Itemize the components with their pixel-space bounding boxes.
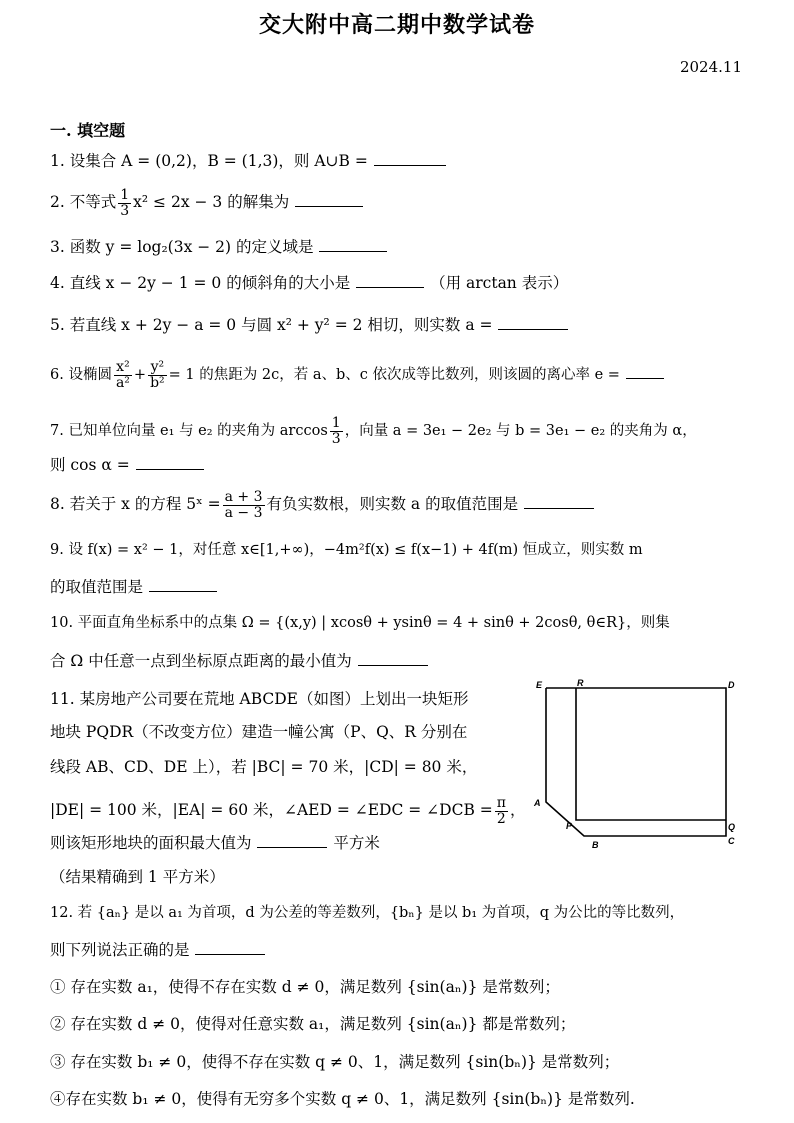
label-c: C [728, 836, 735, 846]
option-4: ④存在实数 b₁ ≠ 0，使得有无穷多个实数 q ≠ 0、1，满足数列 {sin(bₙ)} 是常数列. [50, 1090, 635, 1108]
question-7-line-2 [50, 458, 205, 474]
fraction-numerator: 1 [120, 187, 130, 203]
question-number: 7. [50, 423, 64, 440]
question-8 [50, 490, 595, 520]
question-number: 9. [50, 542, 64, 558]
question-number: 2. [50, 193, 65, 212]
question-number: 1. [50, 152, 65, 170]
label-q: Q [728, 822, 736, 832]
answer-blank[interactable] [626, 377, 664, 379]
fraction-denominator: a² [115, 374, 130, 391]
label-e: E [536, 680, 543, 690]
fraction-denominator: 2 [496, 810, 506, 827]
question-text: 若关于 x 的方程 5ˣ = [69, 495, 221, 514]
question-9-line-2 [50, 580, 218, 596]
answer-blank[interactable] [319, 250, 387, 252]
question-text: 的取值范围是 [50, 578, 144, 596]
question-text: 则 cos α = [50, 456, 130, 474]
answer-blank[interactable] [295, 205, 363, 207]
fraction [118, 188, 131, 218]
question-text: 则下列说法正确的是 [50, 941, 190, 959]
question-4 [50, 276, 568, 292]
answer-blank[interactable] [195, 953, 265, 955]
fraction-denominator: 3 [331, 430, 341, 447]
question-11-line-5 [50, 836, 380, 852]
question-number: 8. [50, 495, 65, 514]
fraction-numerator: a + 3 [224, 489, 263, 505]
question-2 [50, 188, 364, 218]
question-text: |DE| = 100 米，|EA| = 60 米，∠AED = ∠EDC = ∠DCB = [50, 801, 493, 820]
figure-rectangle [576, 688, 726, 820]
question-text: 直线 x − 2y − 1 = 0 的倾斜角的大小是 [69, 274, 351, 292]
question-number: 3. [50, 238, 65, 256]
answer-blank[interactable] [358, 664, 428, 666]
label-d: D [728, 680, 735, 690]
question-number: 10. [50, 615, 74, 631]
answer-blank[interactable] [136, 468, 204, 470]
section-heading: 一. 填空题 [50, 121, 126, 140]
question-text: 设 f(x) = x² − 1，对任意 x∈[1,+∞)，−4m²f(x) ≤ f(x−1) + 4f(m) 恒成立，则实数 m [68, 542, 643, 558]
exam-date: 2024.11 [679, 58, 742, 76]
question-11-line-2 [50, 725, 467, 741]
question-text: 函数 y = log₂(3x − 2) 的定义域是 [69, 238, 314, 256]
fraction-numerator: y² [148, 360, 167, 376]
question-11-line-4 [50, 796, 525, 826]
question-text: 合 Ω 中任意一点到坐标原点距离的最小值为 [50, 652, 352, 670]
question-note: （用 arctan 表示） [430, 274, 569, 292]
question-11 [50, 692, 469, 708]
figure-outline [546, 688, 726, 836]
question-text: 设集合 A = (0,2)，B = (1,3)，则 A∪B = [69, 152, 368, 170]
label-b: B [592, 840, 599, 850]
question-6 [50, 360, 665, 390]
question-text: 某房地产公司要在荒地 ABCDE（如图）上划出一块矩形 [79, 690, 469, 708]
answer-blank[interactable] [356, 286, 424, 288]
question-text: ， [509, 801, 526, 820]
question-5 [50, 318, 569, 334]
fraction [223, 490, 265, 520]
question-12-line-2 [50, 943, 266, 959]
question-text: x² ≤ 2x − 3 的解集为 [133, 193, 290, 212]
question-7 [50, 416, 697, 446]
question-text: 设椭圆 [68, 367, 112, 384]
plus-sign: + [133, 367, 147, 384]
fraction [114, 360, 132, 390]
question-text: 平面直角坐标系中的点集 Ω = {(x,y) | xcosθ + ysinθ = 4 + sinθ + 2cosθ, θ∈R}，则集 [77, 615, 670, 631]
fraction-numerator: 1 [331, 415, 341, 431]
question-11-line-3 [50, 760, 477, 776]
question-text: 已知单位向量 e₁ 与 e₂ 的夹角为 arccos [68, 423, 328, 440]
question-text: 线段 AB、CD、DE 上），若 |BC| = 70 米，|CD| = 80 米， [50, 758, 478, 776]
fraction-denominator: 3 [120, 202, 130, 219]
option-3: ③ 存在实数 b₁ ≠ 0，使得不存在实数 q ≠ 0、1，满足数列 {sin(bₙ)} 是常数列； [50, 1053, 620, 1071]
question-number: 5. [50, 316, 65, 334]
option-2: ② 存在实数 d ≠ 0，使得对任意实数 a₁，满足数列 {sin(aₙ)} 都是常数列； [50, 1015, 576, 1033]
land-plot-figure [528, 676, 748, 852]
question-number: 6. [50, 367, 64, 384]
fraction [330, 416, 343, 446]
question-11-line-6 [50, 870, 225, 886]
fraction-numerator: π [496, 795, 506, 811]
question-number: 12. [50, 905, 74, 921]
question-number: 11. [50, 690, 75, 708]
question-text: 若直线 x + 2y − a = 0 与圆 x² + y² = 2 相切，则实数 a = [69, 316, 493, 334]
question-10 [50, 616, 670, 631]
fraction-denominator: a − 3 [224, 504, 263, 521]
question-1 [50, 154, 447, 170]
label-a: A [534, 798, 541, 808]
question-text: ，向量 a = 3e₁ − 2e₂ 与 b = 3e₁ − e₂ 的夹角为 α， [344, 423, 697, 440]
question-10-line-2 [50, 654, 429, 670]
question-number: 4. [50, 274, 65, 292]
answer-blank[interactable] [498, 328, 568, 330]
fraction [495, 796, 508, 826]
fraction [148, 360, 167, 390]
answer-blank[interactable] [524, 507, 594, 509]
question-text: 地块 PQDR（不改变方位）建造一幢公寓（P、Q、R 分别在 [50, 723, 468, 741]
answer-blank[interactable] [257, 846, 327, 848]
question-9 [50, 543, 643, 558]
question-text: 则该矩形地块的面积最大值为 [50, 834, 252, 852]
question-text: 平方米 [333, 834, 380, 852]
label-r: R [577, 678, 584, 688]
fraction-numerator: x² [114, 360, 132, 376]
answer-blank[interactable] [149, 590, 217, 592]
question-note: （结果精确到 1 平方米） [50, 868, 225, 886]
question-text: 有负实数根，则实数 a 的取值范围是 [266, 495, 519, 514]
option-1: ① 存在实数 a₁，使得不存在实数 d ≠ 0，满足数列 {sin(aₙ)} 是常数列； [50, 978, 560, 996]
label-p: P [566, 821, 573, 831]
page-title: 交大附中高二期中数学试卷 [258, 12, 535, 38]
answer-blank[interactable] [374, 164, 446, 166]
fraction-denominator: b² [150, 374, 165, 391]
question-text: 若 {aₙ} 是以 a₁ 为首项，d 为公差的等差数列，{bₙ} 是以 b₁ 为首项，q 为公比的等比数列， [77, 905, 685, 921]
question-text: 不等式 [69, 193, 117, 212]
question-text: = 1 的焦距为 2c，若 a、b、c 依次成等比数列，则该圆的离心率 e = [168, 367, 620, 384]
question-12 [50, 906, 684, 921]
question-3 [50, 240, 388, 256]
